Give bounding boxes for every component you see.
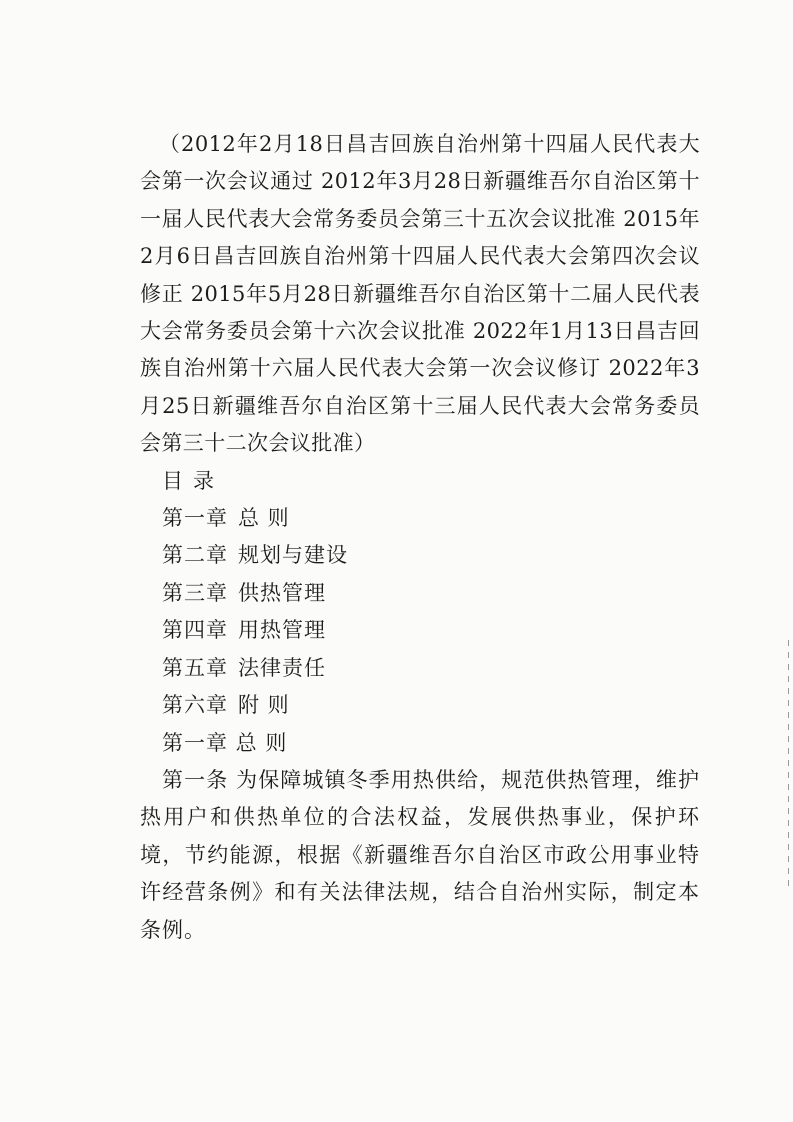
article-1: 第一条 为保障城镇冬季用热供给，规范供热管理，维护热用户和供热单位的合法权益，发展供热事业，保护环境，节约能源，根据《新疆维吾尔自治区市政公用事业特许经营条例》和有关法律法规，结合自治州实际，制定本条例。 (140, 767, 700, 942)
document-body (140, 126, 700, 949)
toc-item: 第五章 法律责任 (162, 655, 326, 680)
toc-item: 第四章 用热管理 (162, 618, 326, 643)
toc-item: 第六章 附 则 (162, 693, 290, 718)
toc-title: 目录 (162, 468, 224, 493)
chapter-heading: 第一章 总 则 (162, 730, 288, 755)
scan-edge-mark (788, 640, 789, 890)
toc-item: 第一章 总 则 (162, 506, 290, 531)
toc-item: 第三章 供热管理 (162, 580, 326, 605)
toc-item: 第二章 规划与建设 (162, 543, 348, 568)
history-note: （2012年2月18日昌吉回族自治州第十四届人民代表大会第一次会议通过 2012年3月28日新疆维吾尔自治区第十一届人民代表大会常务委员会第三十五次会议批准 2015年2月6日昌吉回族自治州第十四届人民代表大会第四次会议修正 2015年5月28日新疆维吾尔自治区第十二届人民代表大会常务委员会第十六次会议批准 2022年1月13日昌吉回族自治州第十六届人民代表大会第一次会议修订 2022年3月25日新疆维吾尔自治区第十三届人民代表大会常务委员会第三十二次会议批准） (140, 132, 700, 456)
table-of-contents (140, 500, 700, 724)
